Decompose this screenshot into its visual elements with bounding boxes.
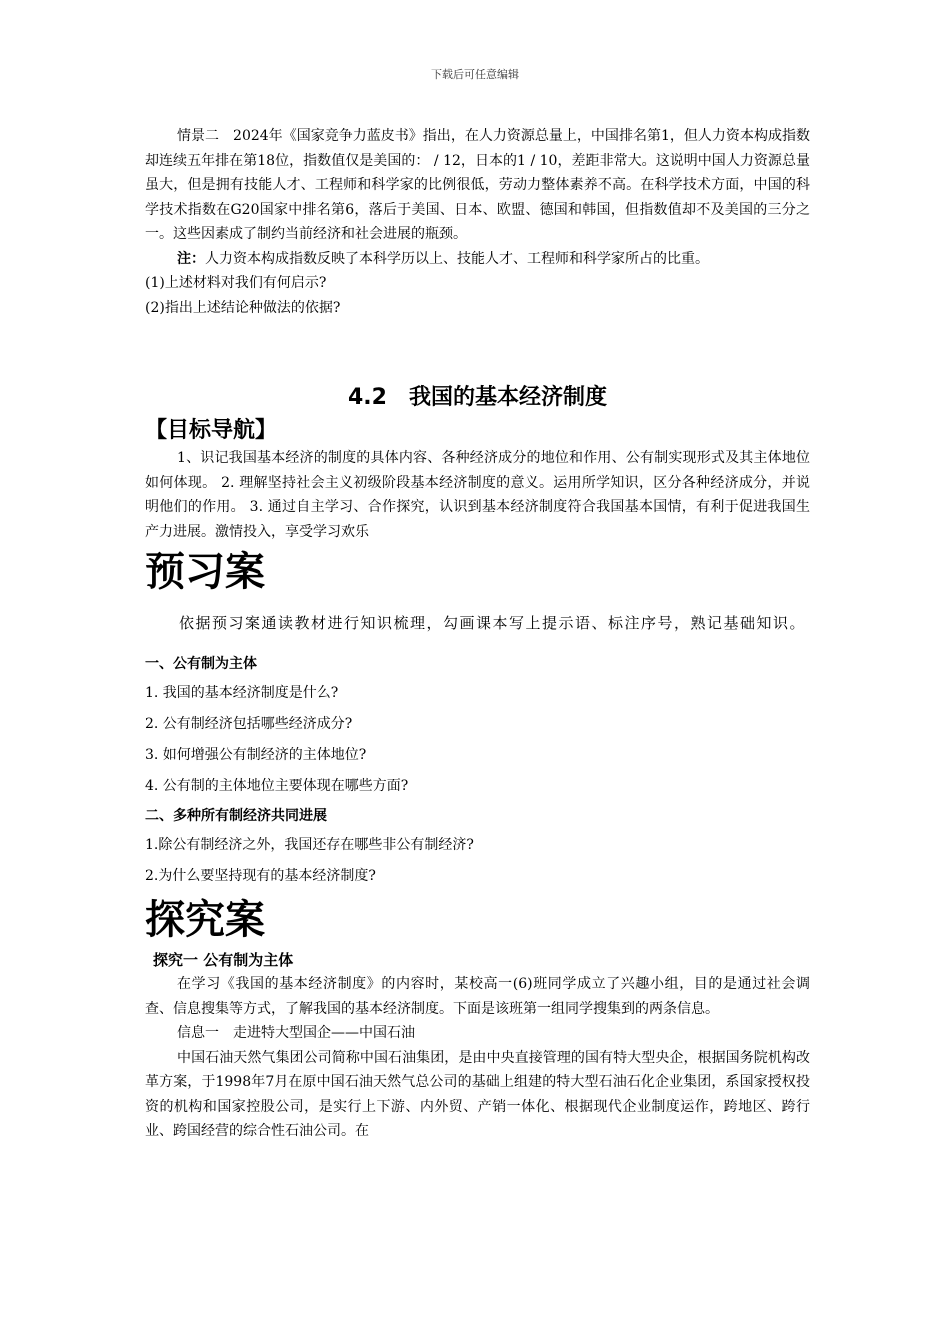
inquiry-paragraph-2: 中国石油天然气集团公司简称中国石油集团，是由中央直接管理的国有特大型央企，根据国务院机构改革方案，于1998年7月在原中国石油天然气总公司的基础上组建的特大型石油石化企业集团，系国家授权投资的机构和国家控股公司，是实行上下游、内外贸、产销一体化、根据现代企业制度运作，跨地区、跨行业、跨国经营的综合性石油公司。在: [145, 1049, 810, 1139]
preview-part1-item: 3. 如何增强公有制经济的主体地位?: [145, 747, 367, 763]
page-header: 下载后可任意编辑: [431, 68, 519, 81]
section-title: 4.2 我国的基本经济制度: [348, 385, 607, 410]
preview-part2-heading: 二、多种所有制经济共同进展: [145, 808, 327, 824]
goal-navigation-text: 1、识记我国基本经济的制度的具体内容、各种经济成分的地位和作用、公有制实现形式及其主体地位如何体现。 2. 理解坚持社会主义初级阶段基本经济制度的意义。运用所学知识，区分各种经济成分，并说明他们的作用。 3. 通过自主学习、合作探究，认识到基本经济制度符合我国基本国情，有利于促进我国生产力进展。激情投入，享受学习欢乐: [145, 450, 810, 540]
info1-title: 信息一 走进特大型国企——中国石油: [177, 1025, 415, 1041]
scenario2-note: [145, 247, 810, 272]
preview-part1-item: 4. 公有制的主体地位主要体现在哪些方面?: [145, 778, 409, 794]
scenario2-question-2: (2)指出上述结论种做法的依据?: [145, 299, 341, 316]
scenario2-paragraph: 情景二 2024年《国家竞争力蓝皮书》指出，在人力资源总量上，中国排名第1，但人力资本构成指数却连续五年排在第18位，指数值仅是美国的： / 12，日本的1 / 10，差距非常大。这说明中国人力资源总量虽大，但是拥有技能人才、工程师和科学家的比例很低，劳动力整体素养不高。在科学技术方面，中国的科学技术指数在G20国家中排名第6，落后于美国、日本、欧盟、德国和韩国，但指数值却不及美国的三分之一。这些因素成了制约当前经济和社会进展的瓶颈。: [145, 128, 810, 242]
preview-part1-item: 2. 公有制经济包括哪些经济成分?: [145, 716, 353, 732]
note-text: 人力资本构成指数反映了本科学历以上、技能人才、工程师和科学家所占的比重。: [205, 250, 709, 267]
goal-navigation-heading: 【目标导航】: [145, 418, 278, 443]
preview-part2-item: 2.为什么要坚持现有的基本经济制度?: [145, 868, 376, 884]
preview-heading: 预习案: [145, 549, 265, 595]
inquiry-paragraph-1: 在学习《我国的基本经济制度》的内容时，某校高一(6)班同学成立了兴趣小组，目的是通过社会调查、信息搜集等方式，了解我国的基本经济制度。下面是该班第一组同学搜集到的两条信息。: [145, 976, 810, 1017]
preview-part1-heading: 一、公有制为主体: [145, 656, 257, 672]
scenario2-question-1: (1)上述材料对我们有何启示?: [145, 275, 327, 291]
document-body: [145, 124, 810, 1144]
inquiry-heading: 探究案: [145, 897, 265, 943]
inquiry-subheading: 探究一 公有制为主体: [153, 951, 294, 969]
preview-part2-item: 1.除公有制经济之外，我国还存在哪些非公有制经济?: [145, 837, 474, 853]
preview-intro: 依据预习案通读教材进行知识梳理，勾画课本写上提示语、标注序号，熟记基础知识。: [179, 614, 807, 632]
note-label: 注：: [177, 250, 205, 267]
preview-part1-item: 1. 我国的基本经济制度是什么?: [145, 685, 339, 701]
